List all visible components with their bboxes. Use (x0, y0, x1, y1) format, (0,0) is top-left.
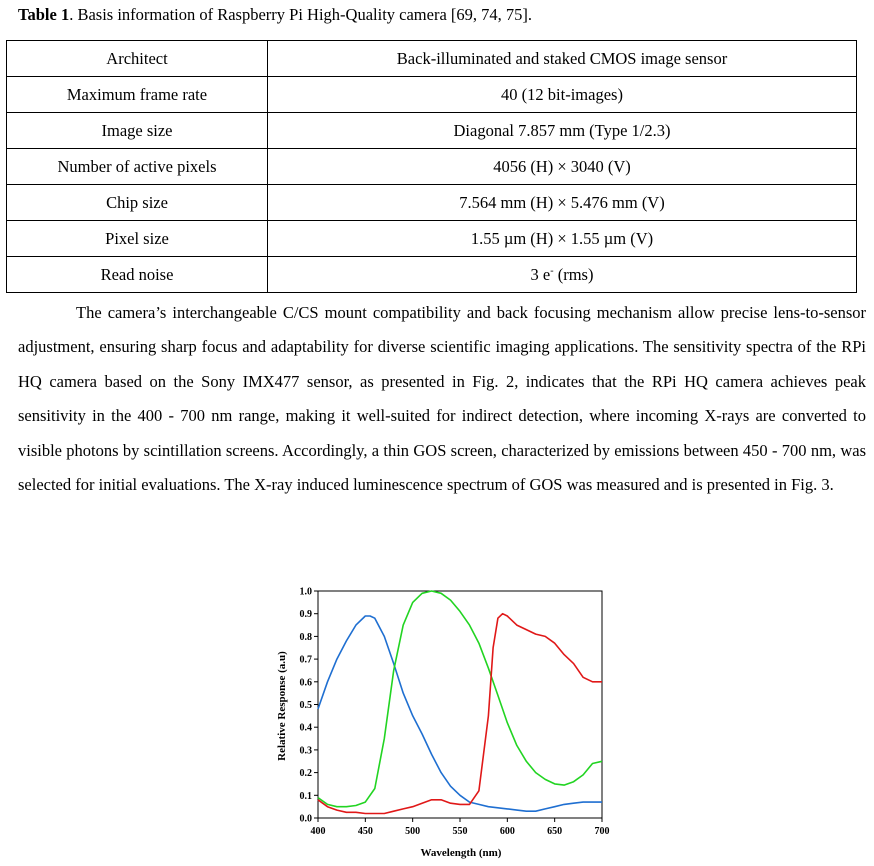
y-tick-label: 0.5 (299, 700, 312, 711)
table-row (7, 149, 857, 185)
table-row (7, 185, 857, 221)
row-value: 4056 (H) × 3040 (V) (268, 149, 857, 185)
row-key: Pixel size (7, 221, 268, 257)
x-tick-label: 400 (310, 826, 326, 837)
x-tick-label: 700 (594, 826, 610, 837)
read-noise-suffix: (rms) (553, 264, 594, 284)
x-tick-label: 500 (405, 826, 421, 837)
row-key: Architect (7, 41, 268, 77)
row-value (268, 257, 857, 293)
row-key: Read noise (7, 257, 268, 293)
body-text (18, 296, 866, 502)
y-tick-label: 0.6 (299, 677, 312, 689)
row-key: Image size (7, 113, 268, 149)
row-key: Maximum frame rate (7, 77, 268, 113)
table-caption-label: Table 1 (18, 5, 70, 24)
table-row (7, 41, 857, 77)
read-noise-superscript: - (550, 265, 554, 276)
series-line-3 (318, 614, 602, 814)
x-tick-label: 450 (357, 826, 373, 837)
series-line-2 (318, 591, 602, 807)
paragraph: The camera’s interchangeable C/CS mount compatibility and back focusing mechanism allow precise lens-to-sensor adjustment, ensuring sharp focus and adaptability for diverse scientific imaging applications. The sensitivity spectra of the RPi HQ camera based on the Sony IMX477 sensor, as presented in Fig. 2, indicates that the RPi HQ camera achieves peak sensitivity in the 400 - 700 nm range, making it well-suited for indirect detection, where incoming X-rays are converted to visible photons by scintillation screens. Accordingly, a thin GOS screen, characterized by emissions between 450 - 700 nm, was selected for initial evaluations. The X-ray induced luminescence spectrum of GOS was measured and is presented in Fig. 3. (18, 303, 866, 495)
y-tick-label: 0.9 (299, 609, 312, 621)
row-value: Back-illuminated and staked CMOS image sensor (268, 41, 857, 77)
y-tick-label: 0.8 (299, 631, 312, 643)
y-tick-label: 0.0 (299, 813, 312, 825)
y-tick-label: 0.2 (299, 768, 312, 780)
row-key: Number of active pixels (7, 149, 268, 185)
table-row (7, 113, 857, 149)
y-tick-label: 0.1 (299, 790, 312, 802)
row-value: 1.55 µm (H) × 1.55 µm (V) (268, 221, 857, 257)
chart-ylabel: Relative Response (a.u) (276, 651, 288, 761)
row-key: Chip size (7, 185, 268, 221)
row-value: 7.564 mm (H) × 5.476 mm (V) (268, 185, 857, 221)
y-tick-label: 0.7 (299, 654, 312, 666)
y-tick-label: 0.3 (299, 745, 312, 757)
table-caption (18, 5, 532, 25)
sensitivity-chart (270, 582, 620, 862)
row-value: 40 (12 bit-images) (268, 77, 857, 113)
table-row (7, 77, 857, 113)
x-tick-label: 650 (547, 826, 563, 837)
x-tick-label: 550 (452, 826, 468, 837)
spec-table (6, 40, 857, 293)
y-tick-label: 1.0 (299, 586, 312, 598)
x-tick-label: 600 (499, 826, 515, 837)
chart-xlabel: Wavelength (nm) (420, 847, 502, 859)
table-row (7, 257, 857, 293)
read-noise-value: 3 e (530, 264, 551, 284)
y-tick-label: 0.4 (299, 722, 312, 734)
table-row (7, 221, 857, 257)
table-caption-text: . Basis information of Raspberry Pi High-Quality camera [69, 74, 75]. (69, 5, 533, 24)
row-value: Diagonal 7.857 mm (Type 1/2.3) (268, 113, 857, 149)
series-line-1 (318, 616, 602, 811)
